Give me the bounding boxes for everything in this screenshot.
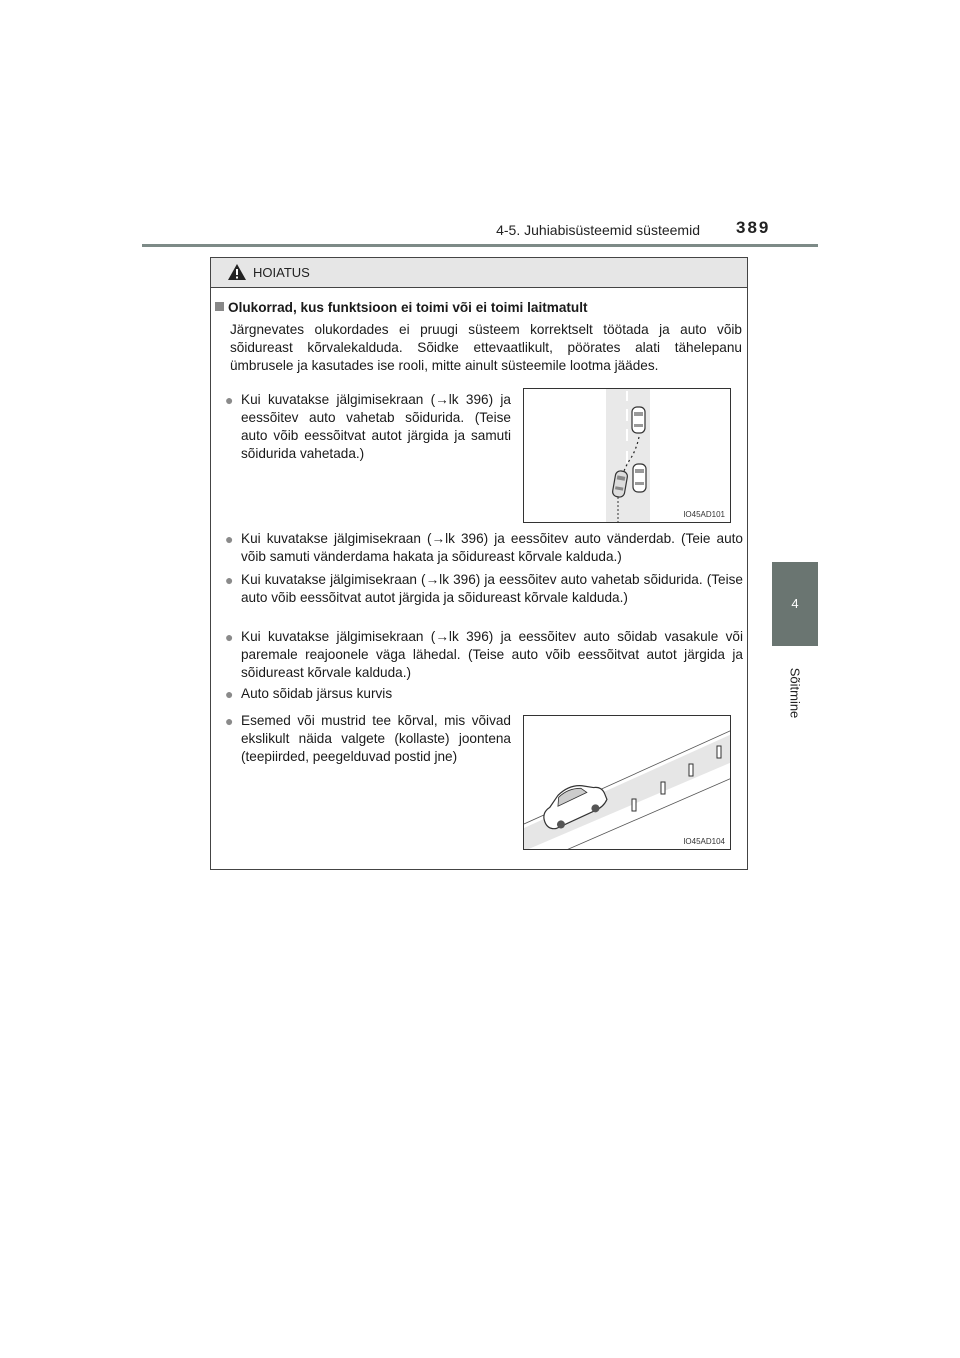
- figure-code: IO45AD101: [683, 510, 725, 519]
- warning-header: [211, 258, 747, 288]
- chapter-label-text: Sõitmine: [787, 667, 803, 719]
- figure-code: IO45AD104: [683, 837, 725, 846]
- header-rule: [142, 244, 818, 247]
- chapter-label: [770, 658, 820, 728]
- list-item: [225, 391, 511, 463]
- warning-box: [210, 257, 748, 870]
- warning-subheading: [215, 300, 741, 315]
- list-item-text: Kui kuvatakse jälgimisekraan (→lk 396) ja eessõitev auto vahetab sõidurida. (Teise auto võib eessõitvat autot järgida ja samuti sõidurida vahetada.): [241, 392, 511, 461]
- round-bullet-icon: ●: [225, 392, 234, 408]
- round-bullet-icon: ●: [225, 686, 234, 702]
- round-bullet-icon: ●: [225, 629, 234, 645]
- figure-roadside-posts: [523, 715, 731, 850]
- list-item-text: Auto sõidab järsus kurvis: [241, 686, 393, 701]
- square-bullet-icon: [215, 302, 224, 311]
- list-item-text: Esemed või mustrid tee kõrval, mis võivad ekslikult näida valgete (kollaste) joontena (teepiirded, peegelduvad postid jne): [241, 713, 511, 764]
- subheading-text: Olukorrad, kus funktsioon ei toimi või ei toimi laitmatult: [228, 300, 588, 315]
- figure-lane-change: [523, 388, 731, 523]
- list-item-text: Kui kuvatakse jälgimisekraan (→lk 396) ja eessõitev auto vänderdab. (Teie auto võib samuti vänderdama hakata ja sõidureast kõrvale kalduda.): [241, 531, 743, 564]
- list-item-text: Kui kuvatakse jälgimisekraan (→lk 396) ja eessõitev auto sõidab vasakule või paremale reajoonele väga lähedal. (Teise auto võib eessõitvat autot järgida ja sõidureast kõrvale kalduda.): [241, 629, 743, 680]
- warning-title: HOIATUS: [253, 265, 310, 280]
- round-bullet-icon: ●: [225, 531, 234, 547]
- page-number: 389: [736, 218, 771, 237]
- chapter-tab: 4: [772, 562, 818, 646]
- warning-intro: Järgnevates olukordades ei pruugi süsteem korrektselt töötada ja auto võib sõidureast kõrvalekalduda. Sõidke ettevaatlikult, pöörates alati tähelepanu ümbrusele ja kasutades ise rooli, mitte ainult süsteemile lootma jäädes.: [230, 322, 742, 373]
- list-item: [225, 628, 743, 682]
- header-section: 4-5. Juhiabisüsteemid süsteemid: [496, 222, 700, 238]
- list-item: [225, 571, 743, 607]
- warning-triangle-icon: [227, 263, 247, 286]
- round-bullet-icon: ●: [225, 572, 234, 588]
- list-item: [225, 712, 511, 766]
- round-bullet-icon: ●: [225, 713, 234, 729]
- list-item: [225, 530, 743, 566]
- list-item: [225, 685, 743, 703]
- list-item-text: Kui kuvatakse jälgimisekraan (→lk 396) ja eessõitev auto vahetab sõidurida. (Teise auto võib eessõitvat autot järgida ja sõidureast kõrvale kalduda.): [241, 572, 743, 605]
